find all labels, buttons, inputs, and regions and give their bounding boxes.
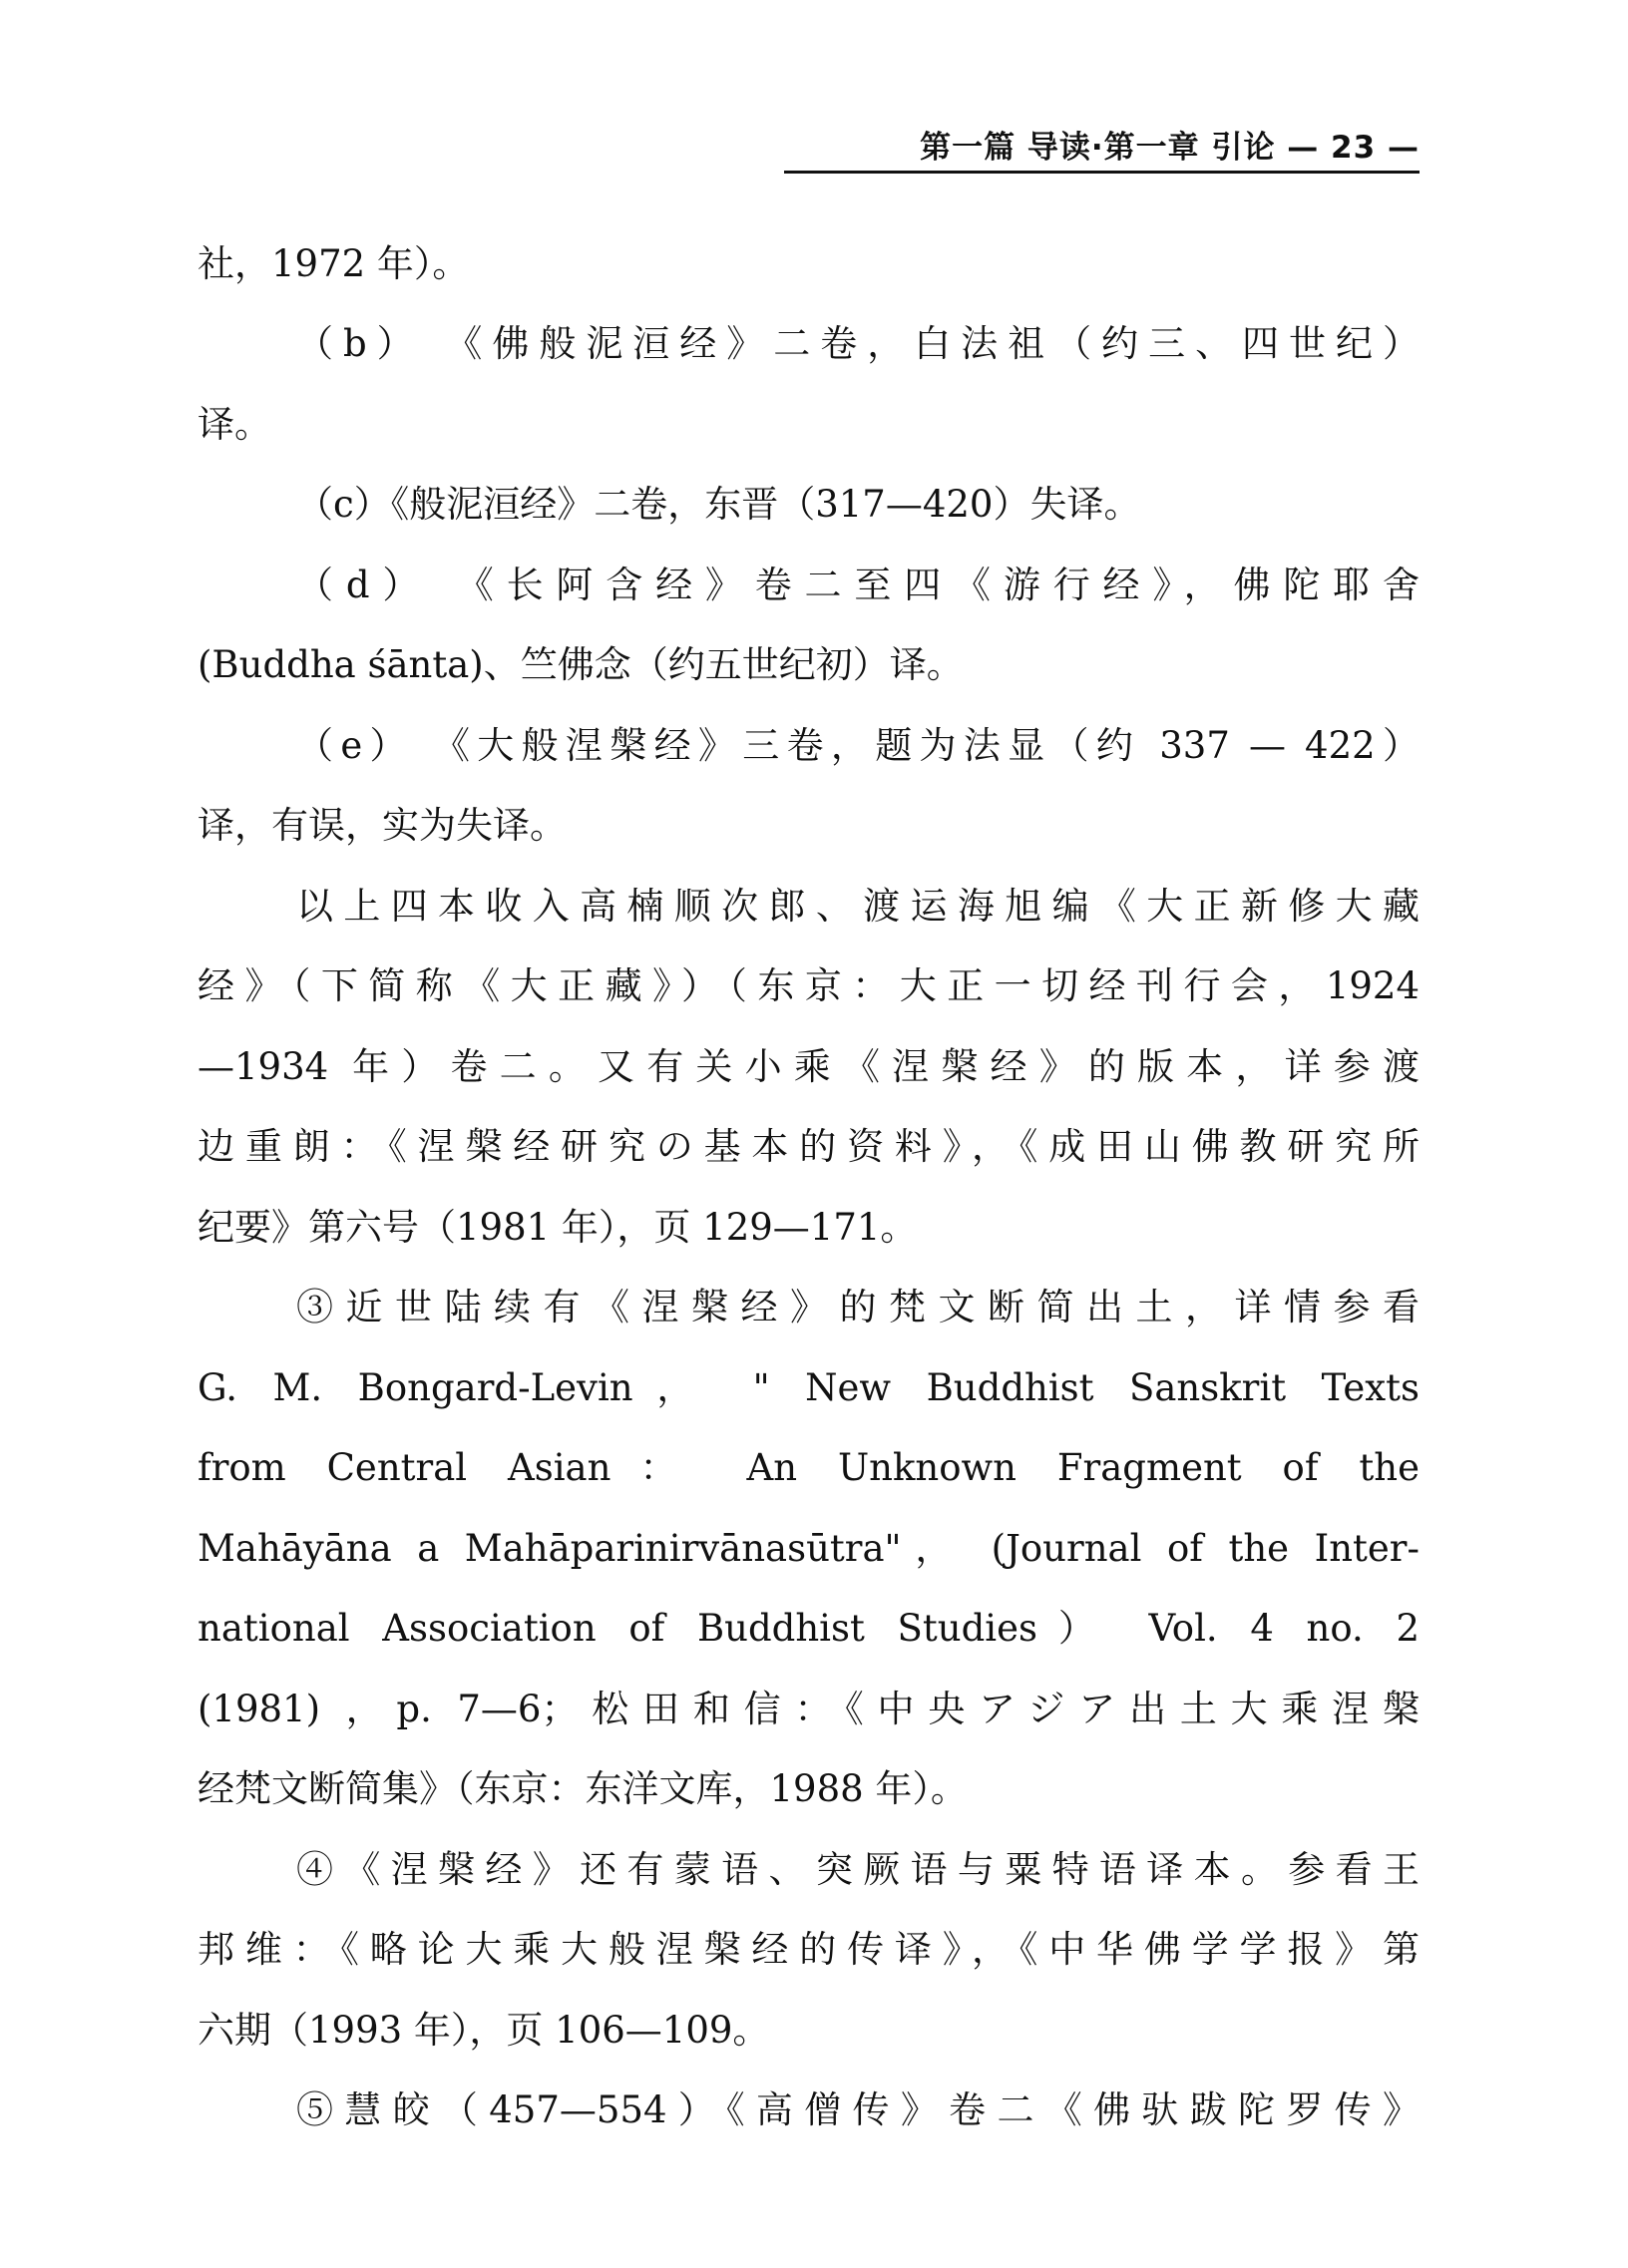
text-line-23: 六期（1993 年），页 106—109。 xyxy=(198,2009,770,2052)
text-line-11: —1934 年）卷二。又有关小乘《涅槃经》的版本，详参渡 xyxy=(198,1045,1420,1088)
text-line-5: （d） 《长阿含经》卷二至四《游行经》，佛陀耶舍 xyxy=(296,564,1420,606)
text-line-15: G. M. Bongard-Levin， " New Buddhist Sanskrit Texts xyxy=(198,1366,1420,1409)
running-head: 第一篇 导读·第一章 引论 — 23 — xyxy=(784,125,1420,174)
text-line-2: （b） 《佛般泥洹经》二卷，白法祖（约三、四世纪） xyxy=(296,322,1420,365)
text-line-6: (Buddha śānta)、竺佛念（约五世纪初）译。 xyxy=(198,643,964,686)
text-line-17: Mahāyāna a Mahāparinirvānasūtra"， (Journal of the Inter- xyxy=(198,1527,1420,1570)
text-line-13: 纪要》第六号（1981 年），页 129—171。 xyxy=(198,1206,918,1249)
text-line-18: national Association of Buddhist Studies） Vol. 4 no. 2 xyxy=(198,1607,1420,1650)
text-line-14: ③近世陆续有《涅槃经》的梵文断简出土，详情参看 xyxy=(296,1286,1420,1328)
text-line-20: 经梵文断简集》（东京：东洋文库，1988 年）。 xyxy=(198,1767,968,1810)
text-line-16: from Central Asian： An Unknown Fragment of the xyxy=(198,1446,1420,1489)
text-line-22: 邦维：《略论大乘大般涅槃经的传译》，《中华佛学学报》第 xyxy=(198,1928,1420,1971)
text-line-7: （e） 《大般涅槃经》三卷，题为法显（约 337 — 422） xyxy=(296,724,1420,767)
text-line-3: 译。 xyxy=(198,403,271,446)
text-line-10: 经》（下简称《大正藏》）（东京：大正一切经刊行会，1924 xyxy=(198,964,1420,1007)
text-line-1: 社，1972 年）。 xyxy=(198,242,470,285)
text-line-9: 以上四本收入高楠顺次郎、渡运海旭编《大正新修大藏 xyxy=(296,885,1420,928)
text-line-24: ⑤慧皎（457—554）《高僧传》卷二《佛驮跋陀罗传》 xyxy=(296,2088,1420,2131)
text-line-4: （c）《般泥洹经》二卷，东晋（317—420）失译。 xyxy=(296,483,1141,526)
text-line-8: 译，有误，实为失译。 xyxy=(198,804,567,847)
text-line-19: (1981) ，p. 7—6；松田和信：《中央アジア出土大乘涅槃 xyxy=(198,1688,1420,1730)
text-line-21: ④《涅槃经》还有蒙语、突厥语与粟特语译本。参看王 xyxy=(296,1848,1420,1891)
text-line-12: 边重朗：《涅槃经研究の基本的资料》，《成田山佛教研究所 xyxy=(198,1125,1420,1168)
